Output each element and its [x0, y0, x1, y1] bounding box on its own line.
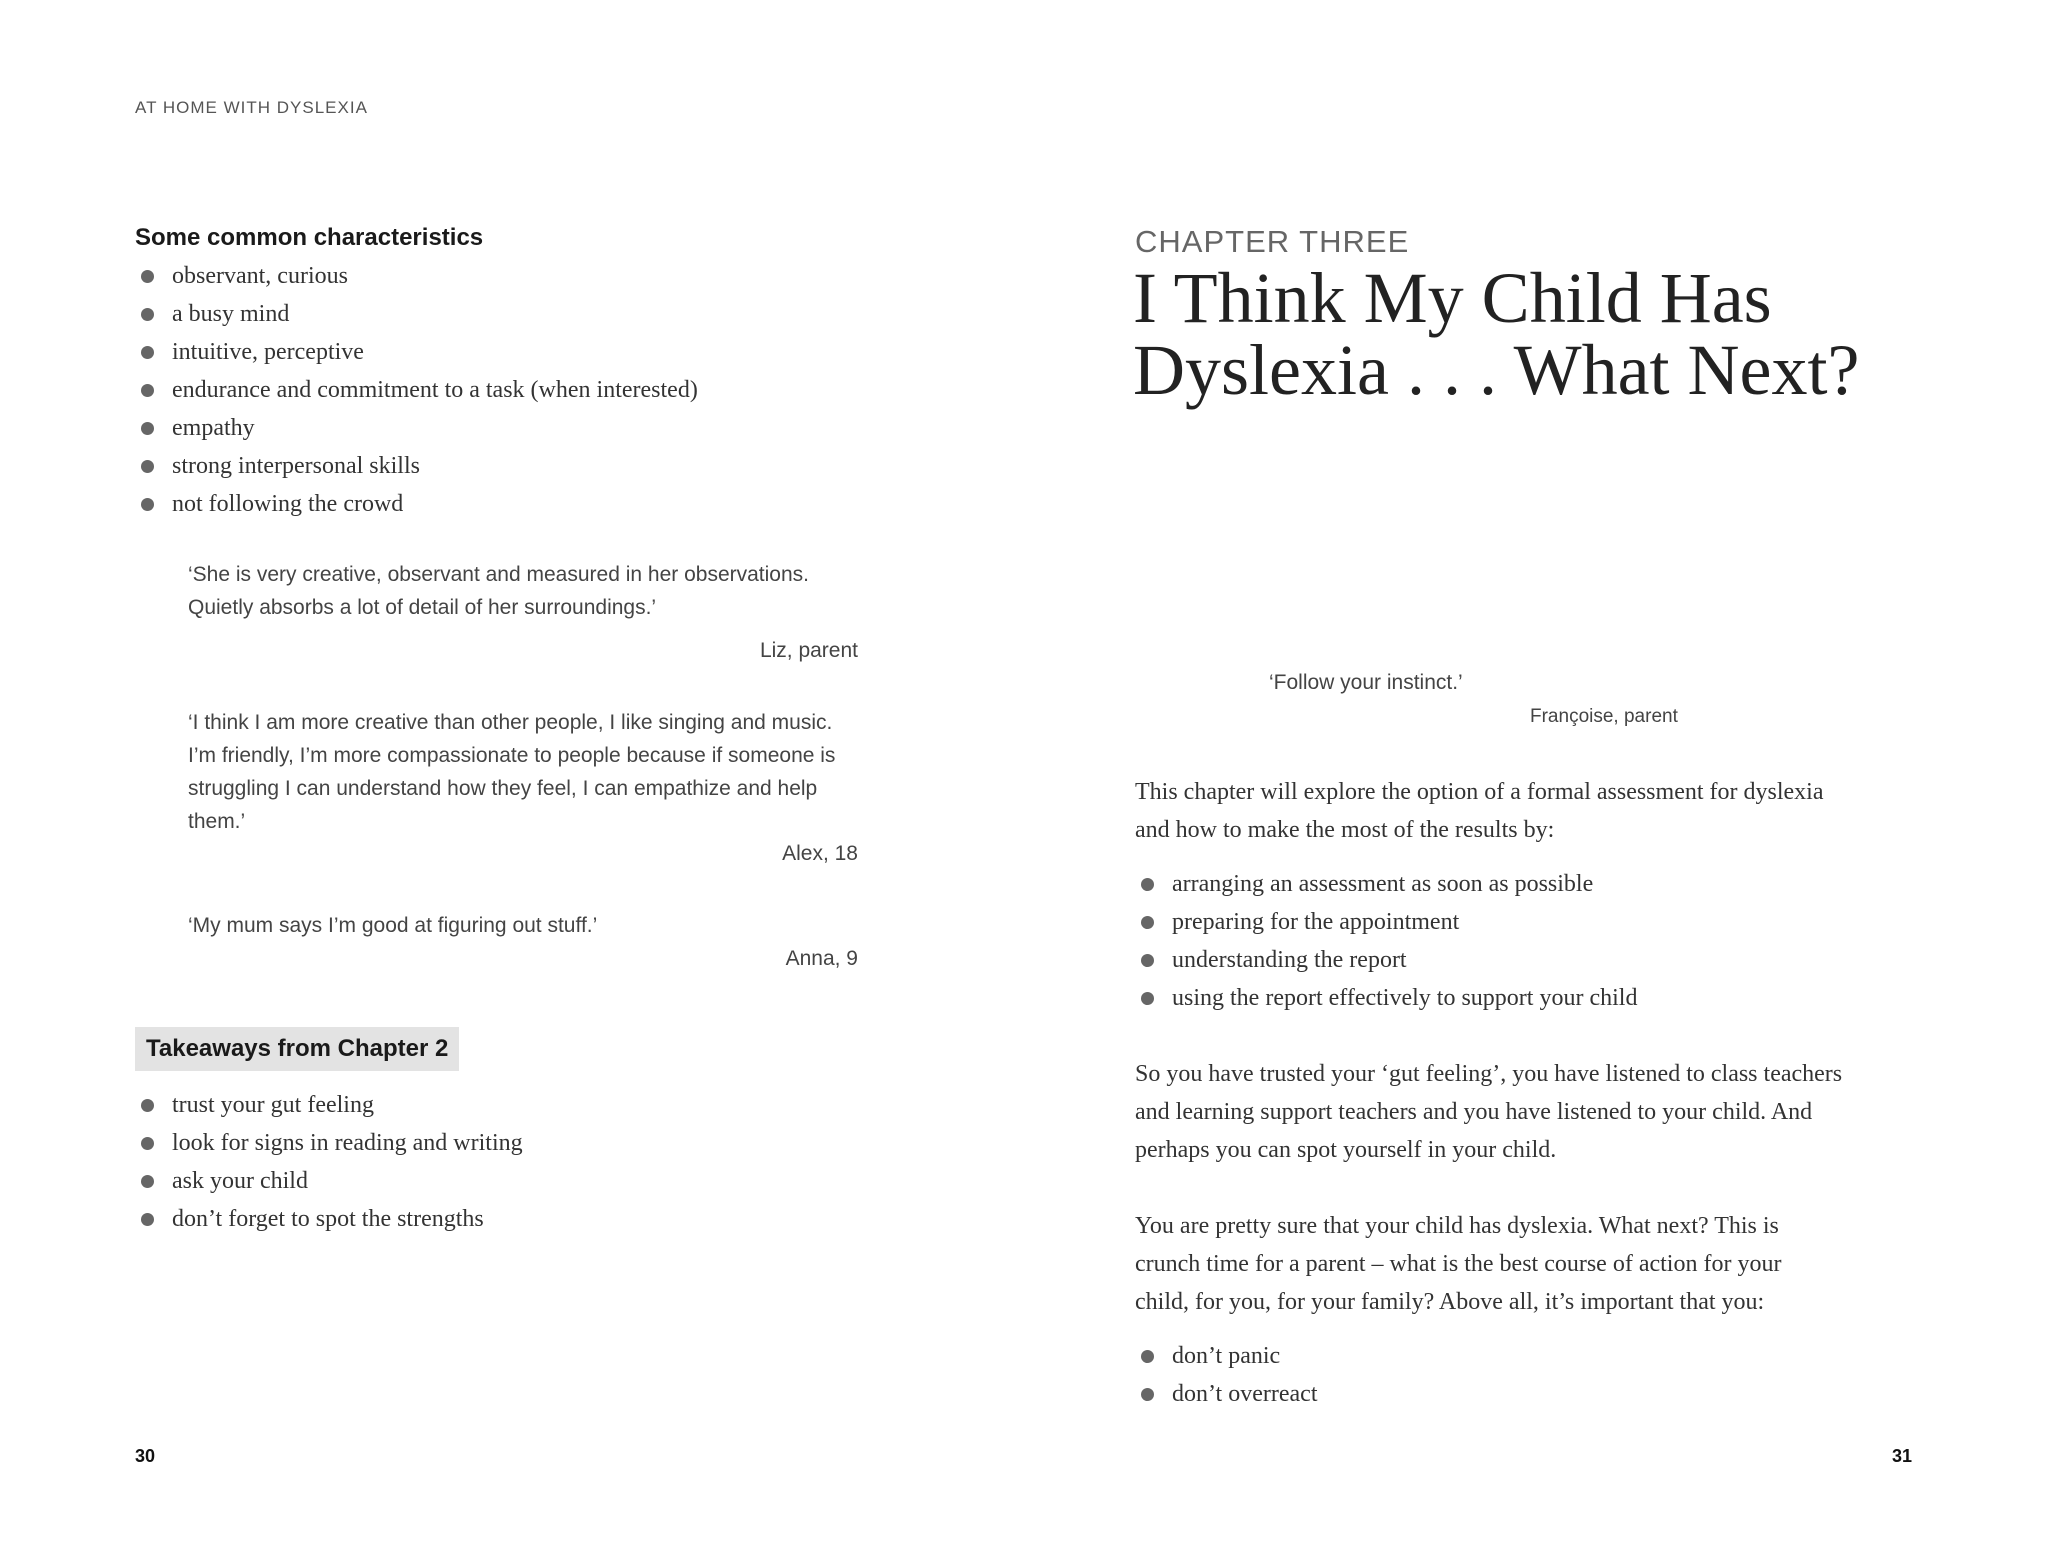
- list-item: [135, 257, 698, 295]
- epigraph: ‘Follow your instinct.’: [1269, 671, 1463, 694]
- list-item: [135, 333, 698, 371]
- list-item: [135, 485, 698, 523]
- quote-line: struggling I can understand how they feel, I can empathize and help: [188, 777, 818, 800]
- bullet-icon: [141, 498, 154, 511]
- list-item: [135, 371, 698, 409]
- list-item-text: endurance and commitment to a task (when interested): [172, 377, 698, 403]
- title-line: Dyslexia . . . What Next?: [1133, 330, 1860, 410]
- quote-attribution: Anna, 9: [785, 947, 858, 970]
- quote-attribution: Alex, 18: [782, 842, 858, 865]
- intro-bullets: [1135, 865, 1637, 1017]
- list-item-text: don’t overreact: [1172, 1381, 1318, 1407]
- paragraph-3: [1135, 1207, 1915, 1321]
- quote-line: I’m friendly, I’m more compassionate to people because if someone is: [188, 744, 836, 767]
- list-item: [135, 447, 698, 485]
- bullet-icon: [141, 1099, 154, 1112]
- quote-alex: [188, 706, 858, 838]
- bullet-icon: [1141, 1350, 1154, 1363]
- intro-paragraph: [1135, 773, 1915, 849]
- quote-attribution: Liz, parent: [759, 639, 858, 662]
- quote-line: ‘My mum says I’m good at figuring out stuff.’: [188, 914, 598, 937]
- characteristics-heading: Some common characteristics: [135, 224, 484, 251]
- epigraph-attribution: Françoise, parent: [1530, 706, 1678, 727]
- quote-line: Quietly absorbs a lot of detail of her surroundings.’: [188, 596, 657, 619]
- text-line: child, for you, for your family? Above all, it’s important that you:: [1135, 1289, 1765, 1315]
- bullet-icon: [1141, 992, 1154, 1005]
- list-item: [1135, 941, 1637, 979]
- list-item-text: using the report effectively to support your child: [1172, 985, 1638, 1011]
- list-item-text: intuitive, perceptive: [172, 339, 364, 365]
- bullet-icon: [141, 460, 154, 473]
- list-item: [135, 295, 698, 333]
- bullet-icon: [141, 1175, 154, 1188]
- list-item: [1135, 1337, 1318, 1375]
- text-line: perhaps you can spot yourself in your child.: [1135, 1137, 1557, 1163]
- final-bullets: [1135, 1337, 1318, 1413]
- page-number-left: 30: [135, 1446, 156, 1466]
- list-item-text: look for signs in reading and writing: [172, 1130, 523, 1156]
- text-line: This chapter will explore the option of a formal assessment for dyslexia: [1135, 779, 1824, 805]
- bullet-icon: [141, 422, 154, 435]
- paragraph-2: [1135, 1055, 1915, 1169]
- list-item-text: trust your gut feeling: [172, 1092, 374, 1118]
- page-number-right: 31: [1891, 1446, 1912, 1466]
- list-item: [135, 409, 698, 447]
- list-item: [1135, 865, 1637, 903]
- list-item-text: understanding the report: [1172, 947, 1407, 973]
- bullet-icon: [1141, 954, 1154, 967]
- bullet-icon: [141, 346, 154, 359]
- takeaways-heading: Takeaways from Chapter 2: [135, 1027, 459, 1071]
- takeaways-list: [135, 1086, 523, 1238]
- list-item: [1135, 1375, 1318, 1413]
- list-item-text: arranging an assessment as soon as possible: [1172, 871, 1594, 897]
- list-item-text: empathy: [172, 415, 255, 441]
- list-item: [135, 1124, 523, 1162]
- chapter-label: CHAPTER THREE: [1135, 224, 1410, 259]
- list-item: [1135, 979, 1637, 1017]
- bullet-icon: [1141, 916, 1154, 929]
- list-item-text: don’t panic: [1172, 1343, 1281, 1369]
- list-item-text: don’t forget to spot the strengths: [172, 1206, 484, 1232]
- bullet-icon: [141, 1137, 154, 1150]
- bullet-icon: [141, 384, 154, 397]
- quote-liz: [188, 558, 858, 624]
- text-line: So you have trusted your ‘gut feeling’, you have listened to class teachers: [1135, 1061, 1843, 1087]
- list-item: [1135, 903, 1637, 941]
- quote-line: ‘She is very creative, observant and measured in her observations.: [188, 563, 809, 586]
- list-item: [135, 1200, 523, 1238]
- list-item-text: ask your child: [172, 1168, 308, 1194]
- list-item: [135, 1162, 523, 1200]
- bullet-icon: [141, 308, 154, 321]
- quote-anna: [188, 909, 858, 942]
- list-item-text: a busy mind: [172, 301, 290, 327]
- running-head: AT HOME WITH DYSLEXIA: [135, 98, 368, 117]
- quote-line: them.’: [188, 810, 246, 833]
- bullet-icon: [141, 270, 154, 283]
- quote-line: ‘I think I am more creative than other people, I like singing and music.: [188, 711, 833, 734]
- list-item-text: strong interpersonal skills: [172, 453, 420, 479]
- list-item-text: preparing for the appointment: [1172, 909, 1460, 935]
- title-line: I Think My Child Has: [1133, 258, 1772, 338]
- text-line: You are pretty sure that your child has dyslexia. What next? This is: [1135, 1213, 1779, 1239]
- bullet-icon: [141, 1213, 154, 1226]
- text-line: and learning support teachers and you have listened to your child. And: [1135, 1099, 1813, 1125]
- list-item-text: not following the crowd: [172, 491, 404, 517]
- characteristics-list: [135, 257, 698, 523]
- bullet-icon: [1141, 878, 1154, 891]
- chapter-title: [1133, 258, 1860, 410]
- text-line: and how to make the most of the results by:: [1135, 817, 1555, 843]
- list-item-text: observant, curious: [172, 263, 348, 289]
- list-item: [135, 1086, 523, 1124]
- bullet-icon: [1141, 1388, 1154, 1401]
- text-line: crunch time for a parent – what is the best course of action for your: [1135, 1251, 1782, 1277]
